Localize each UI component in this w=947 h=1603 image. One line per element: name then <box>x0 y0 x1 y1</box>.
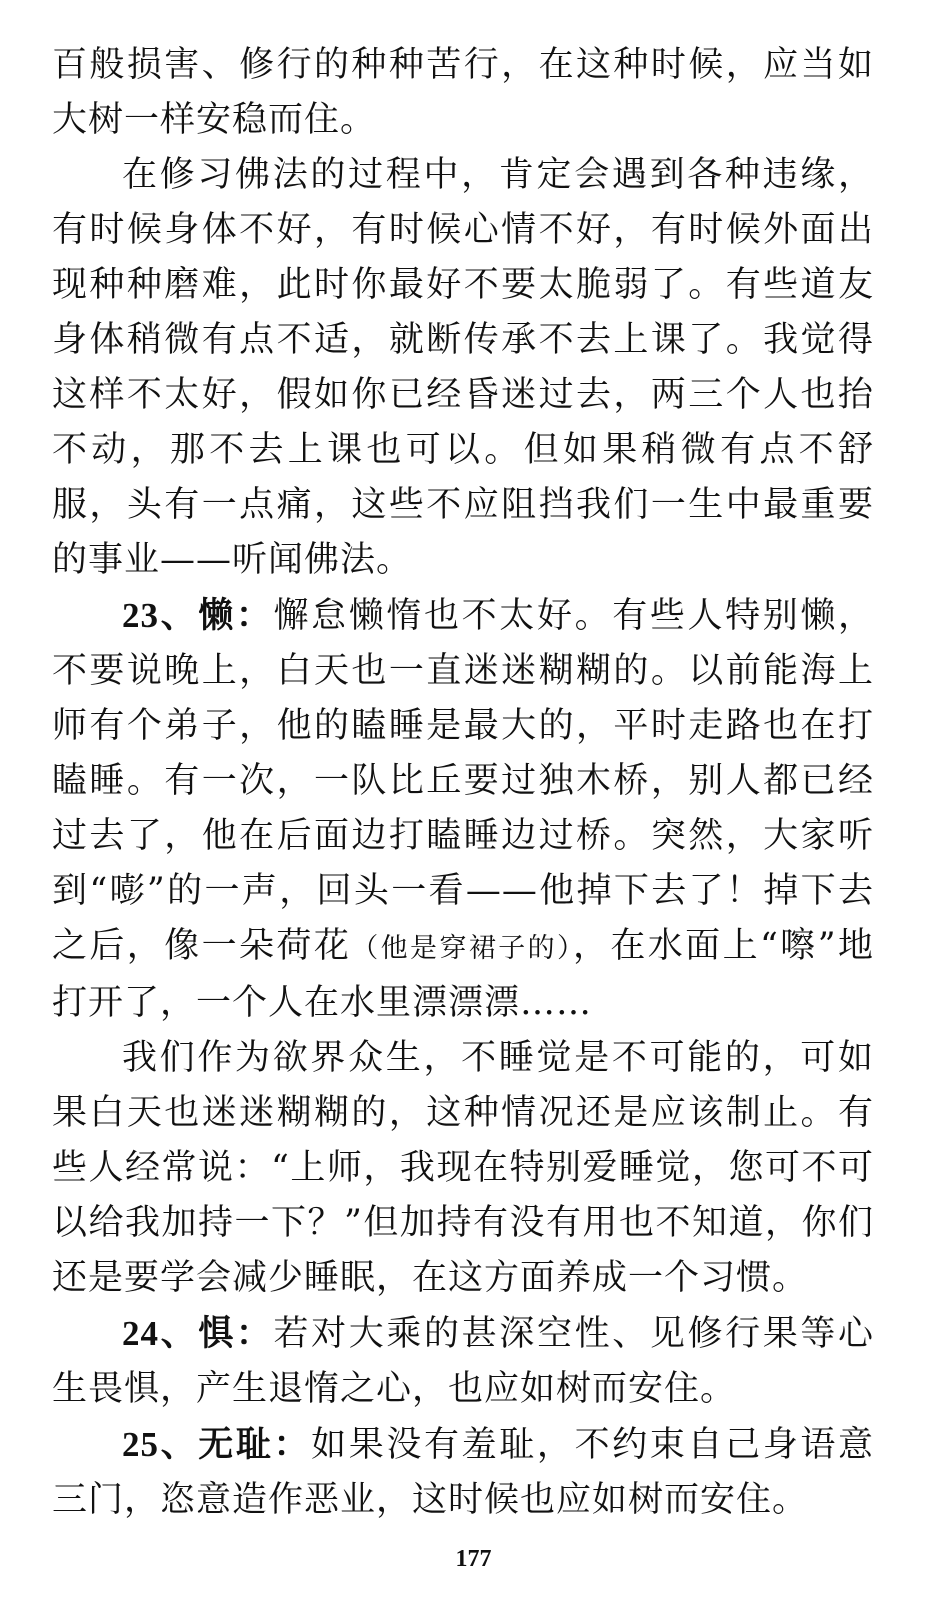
paragraph-fear <box>52 1306 874 1417</box>
laziness-note: （他是穿裙子的） <box>351 933 573 964</box>
heading-shamelessness: 25、无耻： <box>122 1425 312 1464</box>
fear-text: 若对大乘的甚深空性、见修行果等心生畏惧，产生退惰之心，也应如树而安住。 <box>52 1314 874 1409</box>
laziness-text-b: ，在水面上“嚓”地打开了，一个人在水里漂漂漂…… <box>52 926 874 1023</box>
heading-fear: 24、惧： <box>122 1314 274 1353</box>
page-body <box>52 38 874 1528</box>
page-number: 177 <box>455 1546 492 1572</box>
paragraph-laziness <box>52 588 874 1031</box>
laziness-text-a: 懈怠懒惰也不太好。有些人特别懒，不要说晚上，白天也一直迷迷糊糊的。以前能海上师有个弟子，他的瞌睡是最大的，平时走路也在打瞌睡。有一次，一队比丘要过独木桥，别人都已经过去了，他在后面边打瞌睡边过桥。突然，大家听到“嘭”的一声，回头一看——他掉下去了！掉下去之后，像一朵荷花 <box>52 596 874 966</box>
paragraph-shamelessness <box>52 1417 874 1528</box>
heading-laziness: 23、懒： <box>122 596 274 635</box>
paragraph-obstacles: 在修习佛法的过程中，肯定会遇到各种违缘，有时候身体不好，有时候心情不好，有时候外面出现种种磨难，此时你最好不要太脆弱了。有些道友身体稍微有点不适，就断传承不去上课了。我觉得这样不太好，假如你已经昏迷过去，两三个人也抬不动，那不去上课也可以。但如果稍微有点不舒服，头有一点痛，这些不应阻挡我们一生中最重要的事业——听闻佛法。 <box>52 155 874 580</box>
paragraph-continuation: 百般损害、修行的种种苦行，在这种时候，应当如大树一样安稳而住。 <box>52 45 874 140</box>
paragraph-sleep: 我们作为欲界众生，不睡觉是不可能的，可如果白天也迷迷糊糊的，这种情况还是应该制止。有些人经常说：“上师，我现在特别爱睡觉，您可不可以给我加持一下？”但加持有没有用也不知道，你们还是要学会减少睡眠，在这方面养成一个习惯。 <box>52 1038 874 1298</box>
shamelessness-text: 如果没有羞耻，不约束自己身语意三门，恣意造作恶业，这时候也应如树而安住。 <box>52 1425 874 1520</box>
